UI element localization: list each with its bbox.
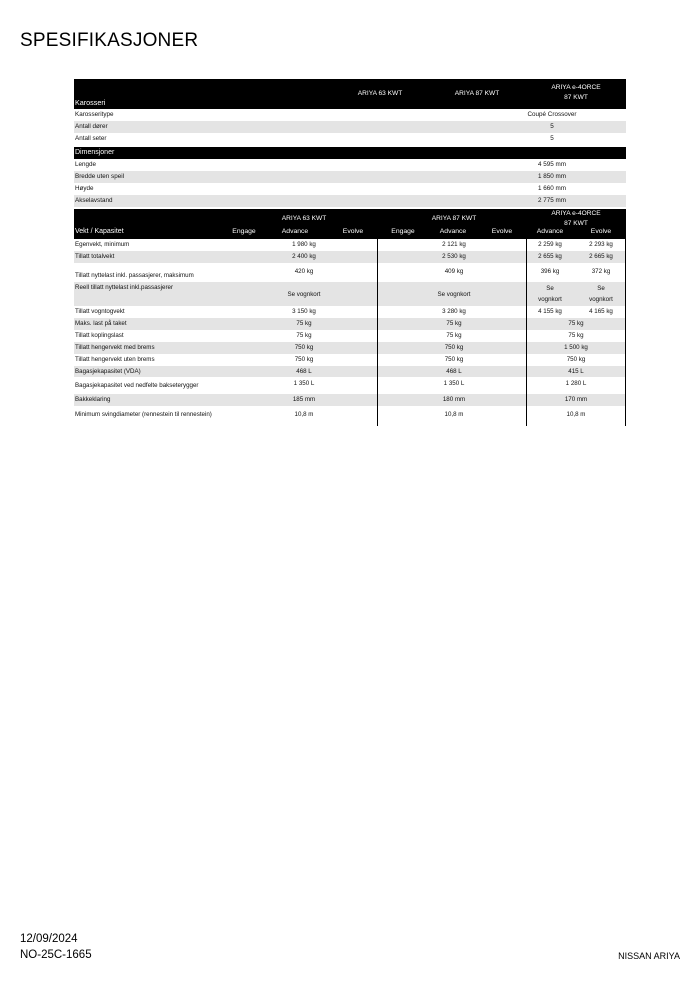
cell-63: 1 350 L <box>293 380 315 387</box>
row-value: 5 <box>550 135 554 142</box>
cell-63: 2 400 kg <box>292 253 316 260</box>
cell-e4-evolve: 372 kg <box>591 268 611 275</box>
cell-63: 750 kg <box>294 356 314 363</box>
karosseri-label: Karosseri <box>75 98 106 107</box>
group-e4orce-line1: ARIYA e-4ORCE <box>551 210 601 217</box>
cell-63: 750 kg <box>294 344 314 351</box>
cell-87: 1 350 L <box>443 380 465 387</box>
row-label: Lengde <box>75 161 97 168</box>
col-engage-87: Engage <box>391 228 415 235</box>
cell-87: 750 kg <box>444 344 464 351</box>
cell-63: 10,8 m <box>294 411 314 418</box>
cell-e4: 750 kg <box>566 356 586 363</box>
cell-87: 409 kg <box>444 268 464 275</box>
table-row <box>74 239 626 251</box>
cell-e4-evolve <box>579 283 623 305</box>
col-ariya-63: ARIYA 63 KWT <box>357 90 403 97</box>
cell-87: 750 kg <box>444 356 464 363</box>
row-value: 2 775 mm <box>538 197 566 204</box>
row-label: Maks. last på taket <box>75 320 127 327</box>
cell-87: 2 530 kg <box>442 253 466 260</box>
cell-87: 75 kg <box>446 320 462 327</box>
col-advance-87: Advance <box>439 228 467 235</box>
cell-e4-advance: 2 259 kg <box>538 241 562 248</box>
cell-line: vognkort <box>538 296 562 303</box>
cell-line: vognkort <box>589 296 613 303</box>
cell-line: Se <box>597 285 605 292</box>
cell-87: 180 mm <box>442 396 466 403</box>
dimensjoner-row <box>74 195 626 207</box>
cell-e4-advance: 4 155 kg <box>538 308 562 315</box>
cell-line: Se <box>546 285 554 292</box>
row-label: Tillatt totalvekt <box>75 253 115 260</box>
row-label: Bakkeklaring <box>75 396 111 403</box>
row-label: Tillatt vogntogvekt <box>75 308 125 315</box>
table-row <box>74 406 626 425</box>
cell-e4: 1 500 kg <box>564 344 588 351</box>
cell-e4-evolve: 2 665 kg <box>589 253 613 260</box>
footer-meta <box>20 931 92 963</box>
karosseri-row <box>74 109 626 121</box>
column-divider <box>377 239 378 426</box>
table-row <box>74 282 626 306</box>
table-row <box>74 318 626 330</box>
cell-e4: 415 L <box>568 368 584 375</box>
footer-brand: NISSAN ARIYA <box>618 951 680 961</box>
col-ariya-e4orce <box>539 83 613 103</box>
karosseri-header <box>74 79 626 109</box>
col-advance-e4: Advance <box>536 228 564 235</box>
cell-63: 185 mm <box>292 396 316 403</box>
footer-code: NO-25C-1665 <box>20 949 92 961</box>
column-divider <box>625 239 626 426</box>
group-ariya-87: ARIYA 87 KWT <box>431 215 477 222</box>
row-value: Coupé Crossover <box>527 111 577 118</box>
table-row <box>74 251 626 263</box>
row-label: Antall seter <box>75 135 107 142</box>
karosseri-row <box>74 133 626 145</box>
row-label: Antall dører <box>75 123 108 130</box>
col-ariya-e4orce-line2: 87 KWT <box>564 94 588 101</box>
row-label: Akselavstand <box>75 197 113 204</box>
table-row <box>74 377 626 394</box>
table-row <box>74 354 626 366</box>
cell-87: 3 280 kg <box>442 308 466 315</box>
col-evolve-e4: Evolve <box>590 228 612 235</box>
group-ariya-63: ARIYA 63 KWT <box>281 215 327 222</box>
table-row <box>74 306 626 318</box>
cell-63: 1 980 kg <box>292 241 316 248</box>
col-evolve-87: Evolve <box>491 228 513 235</box>
row-label: Bredde uten speil <box>75 173 125 180</box>
cell-87: 75 kg <box>446 332 462 339</box>
cell-87: 2 121 kg <box>442 241 466 248</box>
cell-63: 3 150 kg <box>292 308 316 315</box>
vekt-kapasitet-label: Vekt / Kapasitet <box>75 228 124 235</box>
row-label: Høyde <box>75 185 94 192</box>
column-divider <box>526 239 527 426</box>
row-label: Minimum svingdiameter (rennestein til rennestein) <box>75 411 212 418</box>
cell-e4-advance <box>529 283 571 305</box>
vekt-kapasitet-header <box>74 209 626 239</box>
row-label: Karosseritype <box>75 111 114 118</box>
row-value: 1 850 mm <box>538 173 566 180</box>
table-row <box>74 366 626 377</box>
row-label: Bagasjekapasitet (VDA) <box>75 368 141 375</box>
cell-87: 468 L <box>446 368 462 375</box>
cell-63: 468 L <box>296 368 312 375</box>
col-evolve-63: Evolve <box>342 228 364 235</box>
row-label: Reell tillatt nyttelast inkl.passasjerer <box>75 284 174 291</box>
cell-e4: 10,8 m <box>566 411 586 418</box>
cell-87: Se vognkort <box>437 291 471 298</box>
table-row <box>74 330 626 342</box>
cell-e4-advance: 396 kg <box>540 268 560 275</box>
col-advance-63: Advance <box>281 228 309 235</box>
col-ariya-e4orce-line1: ARIYA e-4ORCE <box>551 84 601 91</box>
col-engage-63: Engage <box>232 228 256 235</box>
row-label: Bagasjekapasitet ved nedfelte bakseterygger <box>75 382 199 389</box>
cell-e4-evolve: 4 165 kg <box>589 308 613 315</box>
col-ariya-87: ARIYA 87 KWT <box>454 90 500 97</box>
row-value: 1 660 mm <box>538 185 566 192</box>
karosseri-row <box>74 121 626 133</box>
cell-e4-evolve: 2 293 kg <box>589 241 613 248</box>
row-label: Tillatt hengervekt uten brems <box>75 356 155 363</box>
cell-e4: 75 kg <box>568 332 584 339</box>
table-row <box>74 394 626 406</box>
row-label: Egenvekt, minimum <box>75 241 130 248</box>
table-row <box>74 342 626 354</box>
group-e4orce-line2: 87 KWT <box>564 220 588 227</box>
row-label: Tillatt nyttelast inkl. passasjerer, maksimum <box>75 272 194 279</box>
dimensjoner-row <box>74 159 626 171</box>
page-title: SPESIFIKASJONER <box>20 30 199 51</box>
row-value: 4 595 mm <box>538 161 566 168</box>
cell-63: 75 kg <box>296 332 312 339</box>
footer-date: 12/09/2024 <box>20 933 78 945</box>
cell-63: Se vognkort <box>287 291 321 298</box>
cell-e4: 1 280 L <box>565 380 587 387</box>
dimensjoner-row <box>74 183 626 195</box>
group-ariya-e4orce <box>539 209 613 229</box>
dimensjoner-row <box>74 171 626 183</box>
cell-63: 75 kg <box>296 320 312 327</box>
row-label: Tillatt koplingslast <box>75 332 124 339</box>
cell-e4: 75 kg <box>568 320 584 327</box>
cell-63: 420 kg <box>294 268 314 275</box>
row-label: Tillatt hengervekt med brems <box>75 344 155 351</box>
table-row <box>74 263 626 282</box>
dimensjoner-header: Dimensjoner <box>74 147 626 159</box>
cell-87: 10,8 m <box>444 411 464 418</box>
cell-e4-advance: 2 655 kg <box>538 253 562 260</box>
row-value: 5 <box>550 123 554 130</box>
cell-e4: 170 mm <box>564 396 588 403</box>
